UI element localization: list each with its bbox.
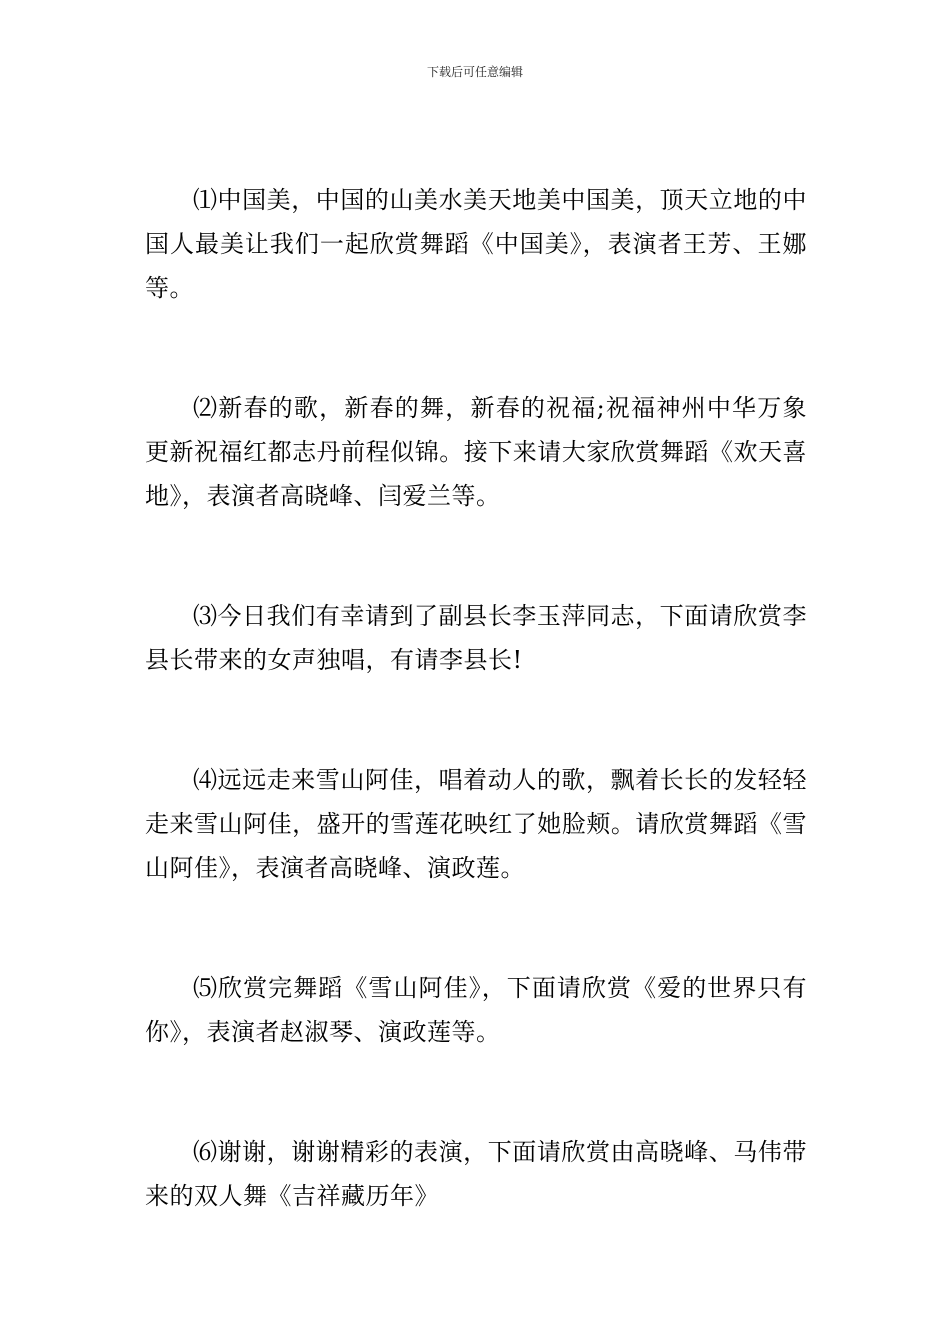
paragraph-5: ⑸欣赏完舞蹈《雪山阿佳》，下面请欣赏《爱的世界只有你》，表演者赵淑琴、演政莲等。 [145,974,807,1046]
paragraph-6: ⑹谢谢，谢谢精彩的表演，下面请欣赏由高晓峰、马伟带来的双人舞《吉祥藏历年》 [145,1138,807,1210]
paragraph-3: ⑶今日我们有幸请到了副县长李玉萍同志，下面请欣赏李县长带来的女声独唱，有请李县长! [145,602,807,674]
page-header: 下载后可任意编辑 [426,65,523,79]
paragraph-2: ⑵新春的歌，新春的舞，新春的祝福;祝福神州中华万象更新祝福红都志丹前程似锦。接下来请大家欣赏舞蹈《欢天喜地》，表演者高晓峰、闫爱兰等。 [145,394,807,510]
document-body [145,178,807,1218]
paragraph-1: ⑴中国美，中国的山美水美天地美中国美，顶天立地的中国人最美让我们一起欣赏舞蹈《中国美》，表演者王芳、王娜等。 [145,186,807,302]
paragraph-4: ⑷远远走来雪山阿佳，唱着动人的歌，飘着长长的发轻轻走来雪山阿佳，盛开的雪莲花映红了她脸颊。请欣赏舞蹈《雪山阿佳》，表演者高晓峰、演政莲。 [145,766,807,882]
